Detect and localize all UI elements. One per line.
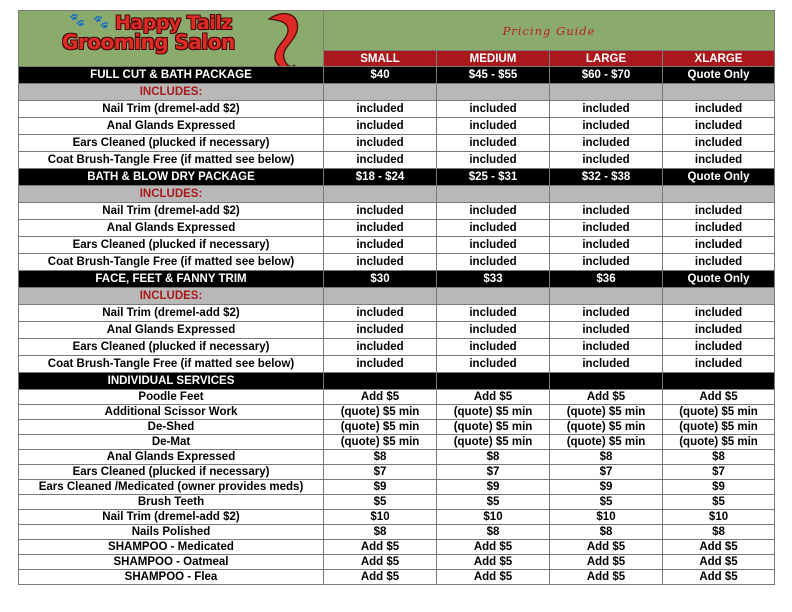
- service-value-large: included: [550, 356, 663, 373]
- package-price-large: $32 - $38: [550, 169, 663, 186]
- package-price-xlarge: Quote Only: [663, 271, 775, 288]
- service-value-large: included: [550, 254, 663, 271]
- service-price-small: Add $5: [324, 555, 437, 570]
- service-price-xlarge: $8: [663, 525, 775, 540]
- service-value-medium: included: [437, 220, 550, 237]
- included-service-row: [19, 254, 775, 271]
- includes-row: [19, 84, 775, 101]
- service-label: Coat Brush-Tangle Free (if matted see below): [19, 152, 324, 169]
- individual-service-row: [19, 510, 775, 525]
- service-value-large: included: [550, 339, 663, 356]
- service-value-medium: included: [437, 254, 550, 271]
- includes-label: INCLUDES:: [19, 288, 324, 305]
- service-value-large: included: [550, 135, 663, 152]
- logo-line-2: Grooming Salon: [62, 30, 235, 54]
- logo: [19, 11, 323, 66]
- dog-tail-icon: [261, 11, 305, 67]
- service-price-large: $9: [550, 480, 663, 495]
- included-service-row: [19, 322, 775, 339]
- service-label: Nail Trim (dremel-add $2): [19, 101, 324, 118]
- service-price-medium: (quote) $5 min: [437, 420, 550, 435]
- service-value-small: included: [324, 237, 437, 254]
- service-price-medium: Add $5: [437, 540, 550, 555]
- service-value-medium: included: [437, 356, 550, 373]
- service-price-xlarge: (quote) $5 min: [663, 435, 775, 450]
- pricing-table-body: [19, 11, 775, 585]
- service-value-medium: included: [437, 237, 550, 254]
- service-price-small: Add $5: [324, 570, 437, 585]
- service-label: Nails Polished: [19, 525, 324, 540]
- service-price-xlarge: $7: [663, 465, 775, 480]
- service-label: SHAMPOO - Oatmeal: [19, 555, 324, 570]
- service-label: Brush Teeth: [19, 495, 324, 510]
- service-label: Anal Glands Expressed: [19, 450, 324, 465]
- service-price-medium: (quote) $5 min: [437, 435, 550, 450]
- empty-cell: [550, 186, 663, 203]
- service-value-small: included: [324, 135, 437, 152]
- service-label: De-Mat: [19, 435, 324, 450]
- service-label: Ears Cleaned /Medicated (owner provides meds): [19, 480, 324, 495]
- service-price-large: $8: [550, 450, 663, 465]
- pricing-table: [18, 10, 775, 585]
- service-value-large: included: [550, 220, 663, 237]
- service-price-xlarge: Add $5: [663, 390, 775, 405]
- included-service-row: [19, 220, 775, 237]
- service-price-medium: (quote) $5 min: [437, 405, 550, 420]
- service-value-large: included: [550, 322, 663, 339]
- service-value-medium: included: [437, 339, 550, 356]
- service-label: Coat Brush-Tangle Free (if matted see below): [19, 254, 324, 271]
- package-header-row: [19, 67, 775, 84]
- service-price-small: Add $5: [324, 390, 437, 405]
- individual-services-title: INDIVIDUAL SERVICES: [19, 373, 324, 390]
- service-value-xlarge: included: [663, 152, 775, 169]
- service-price-xlarge: (quote) $5 min: [663, 405, 775, 420]
- empty-cell: [550, 84, 663, 101]
- included-service-row: [19, 152, 775, 169]
- size-small-header: SMALL: [324, 51, 437, 67]
- service-value-medium: included: [437, 135, 550, 152]
- individual-service-row: [19, 480, 775, 495]
- included-service-row: [19, 305, 775, 322]
- service-price-small: (quote) $5 min: [324, 405, 437, 420]
- service-value-medium: included: [437, 118, 550, 135]
- service-price-medium: Add $5: [437, 555, 550, 570]
- service-value-large: included: [550, 305, 663, 322]
- service-value-large: included: [550, 118, 663, 135]
- size-medium-header: MEDIUM: [437, 51, 550, 67]
- included-service-row: [19, 339, 775, 356]
- service-price-xlarge: Add $5: [663, 555, 775, 570]
- service-value-small: included: [324, 118, 437, 135]
- individual-service-row: [19, 540, 775, 555]
- included-service-row: [19, 237, 775, 254]
- empty-cell: [437, 84, 550, 101]
- empty-cell: [437, 186, 550, 203]
- package-price-small: $40: [324, 67, 437, 84]
- service-value-xlarge: included: [663, 135, 775, 152]
- service-value-medium: included: [437, 152, 550, 169]
- service-price-xlarge: Add $5: [663, 570, 775, 585]
- empty-cell: [324, 186, 437, 203]
- paw-print-icon: 🐾: [69, 12, 86, 27]
- package-price-small: $30: [324, 271, 437, 288]
- package-price-large: $60 - $70: [550, 67, 663, 84]
- service-price-medium: $8: [437, 450, 550, 465]
- service-label: Coat Brush-Tangle Free (if matted see below): [19, 356, 324, 373]
- included-service-row: [19, 101, 775, 118]
- service-label: Ears Cleaned (plucked if necessary): [19, 135, 324, 152]
- individual-service-row: [19, 420, 775, 435]
- service-price-xlarge: $5: [663, 495, 775, 510]
- service-label: Nail Trim (dremel-add $2): [19, 305, 324, 322]
- package-name: FULL CUT & BATH PACKAGE: [19, 67, 324, 84]
- service-value-medium: included: [437, 305, 550, 322]
- includes-label: INCLUDES:: [19, 186, 324, 203]
- logo-cell: [19, 11, 324, 67]
- individual-service-row: [19, 495, 775, 510]
- empty-cell: [663, 186, 775, 203]
- service-label: Anal Glands Expressed: [19, 322, 324, 339]
- service-value-xlarge: included: [663, 237, 775, 254]
- package-price-small: $18 - $24: [324, 169, 437, 186]
- service-value-xlarge: included: [663, 220, 775, 237]
- service-value-small: included: [324, 339, 437, 356]
- empty-cell: [663, 373, 775, 390]
- package-price-medium: $33: [437, 271, 550, 288]
- service-value-small: included: [324, 322, 437, 339]
- service-label: Ears Cleaned (plucked if necessary): [19, 339, 324, 356]
- service-value-large: included: [550, 237, 663, 254]
- service-label: Nail Trim (dremel-add $2): [19, 203, 324, 220]
- individual-service-row: [19, 435, 775, 450]
- service-value-xlarge: included: [663, 322, 775, 339]
- package-header-row: [19, 169, 775, 186]
- service-price-small: $8: [324, 525, 437, 540]
- service-label: Nail Trim (dremel-add $2): [19, 510, 324, 525]
- service-value-xlarge: included: [663, 356, 775, 373]
- individual-service-row: [19, 465, 775, 480]
- package-header-row: [19, 271, 775, 288]
- included-service-row: [19, 118, 775, 135]
- individual-service-row: [19, 390, 775, 405]
- service-price-large: Add $5: [550, 540, 663, 555]
- service-value-large: included: [550, 101, 663, 118]
- service-price-small: Add $5: [324, 540, 437, 555]
- service-label: De-Shed: [19, 420, 324, 435]
- service-price-small: $5: [324, 495, 437, 510]
- service-label: Ears Cleaned (plucked if necessary): [19, 237, 324, 254]
- service-price-medium: Add $5: [437, 570, 550, 585]
- service-value-xlarge: included: [663, 203, 775, 220]
- package-price-large: $36: [550, 271, 663, 288]
- service-value-small: included: [324, 152, 437, 169]
- service-price-large: (quote) $5 min: [550, 405, 663, 420]
- included-service-row: [19, 203, 775, 220]
- service-value-small: included: [324, 220, 437, 237]
- service-value-small: included: [324, 356, 437, 373]
- individual-service-row: [19, 405, 775, 420]
- empty-cell: [324, 84, 437, 101]
- empty-cell: [324, 373, 437, 390]
- service-value-xlarge: included: [663, 339, 775, 356]
- service-price-large: (quote) $5 min: [550, 435, 663, 450]
- individual-service-row: [19, 525, 775, 540]
- service-price-medium: $9: [437, 480, 550, 495]
- service-price-xlarge: $9: [663, 480, 775, 495]
- package-price-xlarge: Quote Only: [663, 169, 775, 186]
- service-value-large: included: [550, 152, 663, 169]
- service-value-small: included: [324, 101, 437, 118]
- service-value-medium: included: [437, 101, 550, 118]
- service-label: SHAMPOO - Medicated: [19, 540, 324, 555]
- empty-cell: [663, 84, 775, 101]
- service-price-large: Add $5: [550, 570, 663, 585]
- empty-cell: [663, 288, 775, 305]
- service-price-medium: $8: [437, 525, 550, 540]
- includes-row: [19, 186, 775, 203]
- service-label: Ears Cleaned (plucked if necessary): [19, 465, 324, 480]
- service-price-medium: Add $5: [437, 390, 550, 405]
- service-label: SHAMPOO - Flea: [19, 570, 324, 585]
- service-price-medium: $7: [437, 465, 550, 480]
- included-service-row: [19, 135, 775, 152]
- service-value-small: included: [324, 203, 437, 220]
- service-value-medium: included: [437, 322, 550, 339]
- service-label: Anal Glands Expressed: [19, 220, 324, 237]
- package-name: FACE, FEET & FANNY TRIM: [19, 271, 324, 288]
- service-value-xlarge: included: [663, 254, 775, 271]
- service-price-large: (quote) $5 min: [550, 420, 663, 435]
- empty-cell: [437, 373, 550, 390]
- package-name: BATH & BLOW DRY PACKAGE: [19, 169, 324, 186]
- individual-service-row: [19, 555, 775, 570]
- service-value-xlarge: included: [663, 118, 775, 135]
- service-price-small: $8: [324, 450, 437, 465]
- paw-print-icon: 🐾: [93, 14, 110, 29]
- service-price-small: (quote) $5 min: [324, 420, 437, 435]
- included-service-row: [19, 356, 775, 373]
- empty-cell: [550, 288, 663, 305]
- service-price-large: $5: [550, 495, 663, 510]
- service-price-large: Add $5: [550, 390, 663, 405]
- service-price-small: $7: [324, 465, 437, 480]
- service-price-small: $10: [324, 510, 437, 525]
- size-xlarge-header: XLARGE: [663, 51, 775, 67]
- package-price-medium: $45 - $55: [437, 67, 550, 84]
- service-price-xlarge: (quote) $5 min: [663, 420, 775, 435]
- empty-cell: [550, 373, 663, 390]
- service-value-small: included: [324, 254, 437, 271]
- includes-row: [19, 288, 775, 305]
- includes-label: INCLUDES:: [19, 84, 324, 101]
- service-price-small: $9: [324, 480, 437, 495]
- header-row: [19, 11, 775, 51]
- size-large-header: LARGE: [550, 51, 663, 67]
- service-value-xlarge: included: [663, 305, 775, 322]
- empty-cell: [437, 288, 550, 305]
- service-price-xlarge: Add $5: [663, 540, 775, 555]
- service-value-xlarge: included: [663, 101, 775, 118]
- package-price-medium: $25 - $31: [437, 169, 550, 186]
- service-price-large: $8: [550, 525, 663, 540]
- service-label: Poodle Feet: [19, 390, 324, 405]
- service-value-small: included: [324, 305, 437, 322]
- service-price-large: Add $5: [550, 555, 663, 570]
- service-price-medium: $5: [437, 495, 550, 510]
- individual-services-header-row: [19, 373, 775, 390]
- service-value-medium: included: [437, 203, 550, 220]
- service-price-large: $10: [550, 510, 663, 525]
- individual-service-row: [19, 570, 775, 585]
- service-price-xlarge: $8: [663, 450, 775, 465]
- package-price-xlarge: Quote Only: [663, 67, 775, 84]
- empty-cell: [324, 288, 437, 305]
- service-price-medium: $10: [437, 510, 550, 525]
- page-title: Pricing Guide: [324, 11, 775, 51]
- service-price-small: (quote) $5 min: [324, 435, 437, 450]
- service-value-large: included: [550, 203, 663, 220]
- service-price-xlarge: $10: [663, 510, 775, 525]
- service-price-large: $7: [550, 465, 663, 480]
- service-label: Additional Scissor Work: [19, 405, 324, 420]
- individual-service-row: [19, 450, 775, 465]
- service-label: Anal Glands Expressed: [19, 118, 324, 135]
- logo-line-1: Happy Tailz: [115, 12, 232, 34]
